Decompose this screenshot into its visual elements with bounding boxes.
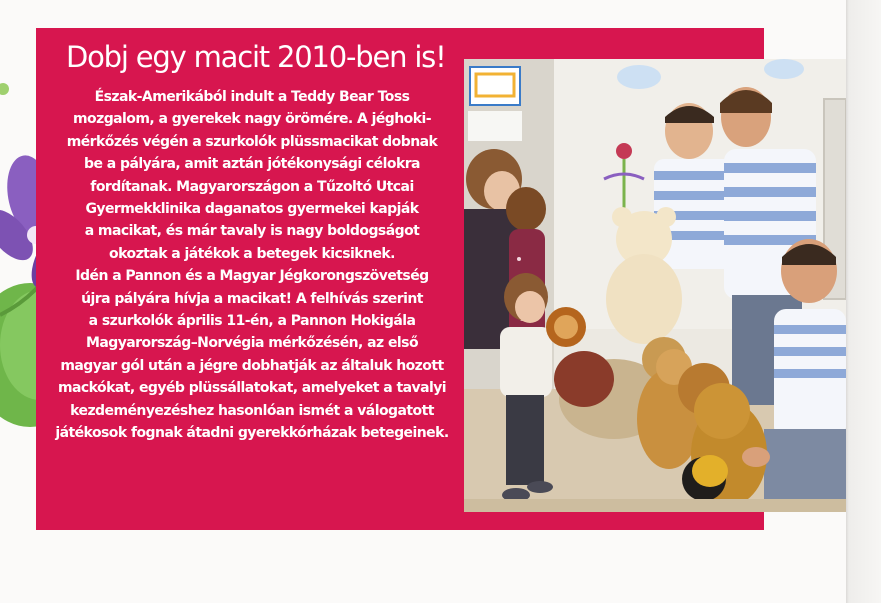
body-line: Idén a Pannon és a Magyar Jégkorongszövetség [75,268,429,285]
body-line: újra pályára hívja a macikat! A felhívás szerint [81,290,423,307]
body-line: okoztak a játékok a betegek kicsiknek. [109,245,395,262]
page-edge [846,0,881,603]
body-line: kezdeményezéshez hasonlóan ismét a válogatott [70,402,434,419]
body-line: mackókat, egyéb plüssállatokat, amelyeket a tavalyi [57,380,447,397]
body-line: be a pályára, amit aztán jótékonysági célokra [84,156,420,173]
article-body [46,86,458,445]
article-title: Dobj egy macit 2010-ben is! [66,40,446,74]
body-line: játékosok fognak átadni gyerekkórházak betegeinek. [55,425,449,442]
body-line: a macikat, és már tavaly is nagy boldogságot [84,223,420,240]
article-panel [36,28,764,530]
body-line: a szurkolók április 11-én, a Pannon Hokigála [88,313,416,330]
body-line: magyar gól után a jégre dobhatják az általuk hozott [60,357,444,374]
photo-scene [464,59,846,512]
body-line: Magyarország–Norvégia mérkőzésén, az első [85,335,419,352]
article-photo [464,59,846,512]
body-line: Gyermekklinika daganatos gyermekei kapják [85,201,419,218]
body-line: mérkőzés végén a szurkolók plüssmacikat dobnak [66,133,438,150]
body-line: fordítanak. Magyarországon a Tűzoltó Utcai [90,178,414,195]
body-line: Észak-Amerikából indult a Teddy Bear Toss [94,89,410,105]
body-line: mozgalom, a gyerekek nagy örömére. A jéghoki- [72,111,432,128]
